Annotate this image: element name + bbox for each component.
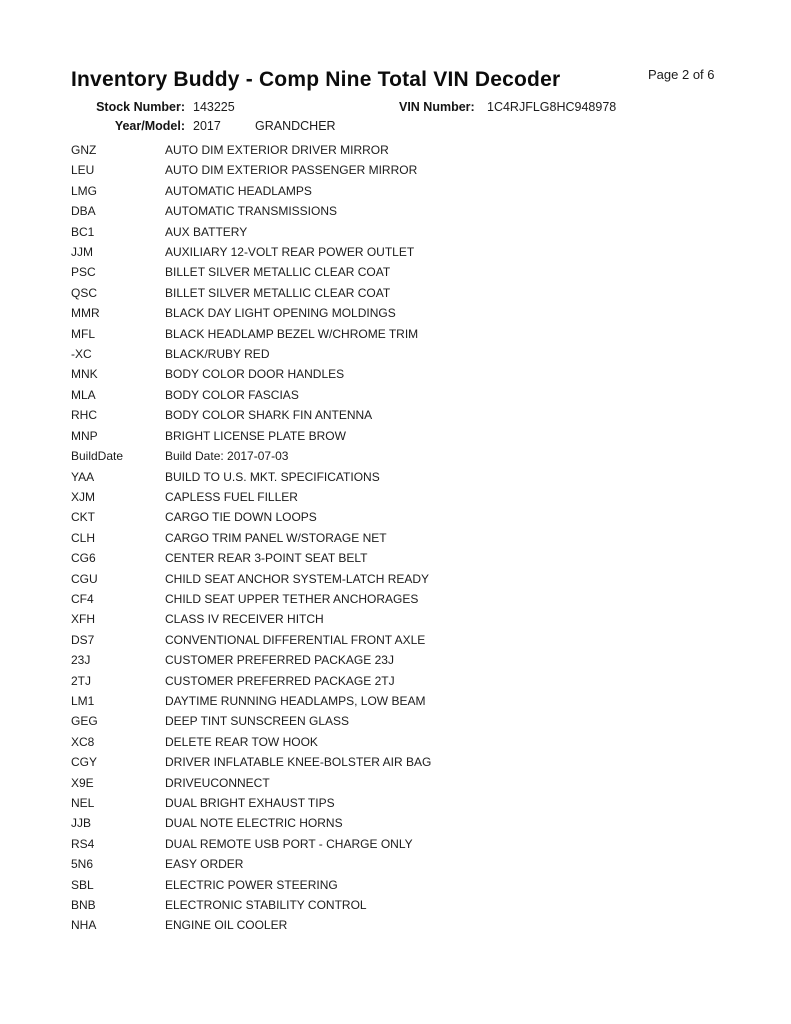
- option-description: EASY ORDER: [165, 857, 244, 872]
- option-row: [71, 548, 731, 568]
- option-description: AUTOMATIC HEADLAMPS: [165, 183, 312, 198]
- option-code: LMG: [71, 183, 98, 198]
- year-value: 2017: [193, 119, 221, 133]
- option-row: [71, 426, 731, 446]
- option-row: [71, 793, 731, 813]
- year-model-label: Year/Model:: [114, 119, 185, 133]
- option-description: DRIVEUCONNECT: [165, 775, 270, 790]
- option-code: LM1: [71, 693, 95, 708]
- option-code: -XC: [71, 347, 92, 362]
- option-description: CENTER REAR 3-POINT SEAT BELT: [165, 551, 368, 566]
- stock-number-value: 143225: [193, 100, 235, 114]
- option-description: BLACK DAY LIGHT OPENING MOLDINGS: [165, 306, 396, 321]
- vin-number-label: VIN Number:: [399, 100, 475, 114]
- option-description: CONVENTIONAL DIFFERENTIAL FRONT AXLE: [165, 632, 426, 647]
- option-row: [71, 446, 731, 466]
- option-code: RHC: [71, 408, 97, 423]
- options-list: [71, 140, 731, 936]
- option-description: BILLET SILVER METALLIC CLEAR COAT: [165, 265, 391, 280]
- option-description: DEEP TINT SUNSCREEN GLASS: [165, 714, 350, 729]
- option-code: MNK: [71, 367, 98, 382]
- option-code: GNZ: [71, 143, 97, 157]
- option-code: MMR: [71, 306, 100, 321]
- option-row: [71, 160, 731, 180]
- option-code: BuildDate: [71, 449, 124, 464]
- option-code: MLA: [71, 387, 96, 402]
- option-row: [71, 854, 731, 874]
- option-row: [71, 732, 731, 752]
- option-row: [71, 895, 731, 915]
- option-row: [71, 303, 731, 323]
- option-description: BLACK HEADLAMP BEZEL W/CHROME TRIM: [165, 326, 419, 341]
- option-row: [71, 875, 731, 895]
- option-row: [71, 140, 731, 160]
- option-row: [71, 467, 731, 487]
- option-code: XJM: [71, 489, 95, 504]
- option-row: [71, 201, 731, 221]
- option-description: AUX BATTERY: [165, 224, 248, 239]
- option-description: BODY COLOR SHARK FIN ANTENNA: [165, 408, 373, 423]
- option-code: 5N6: [71, 857, 94, 872]
- option-row: [71, 262, 731, 282]
- option-description: BILLET SILVER METALLIC CLEAR COAT: [165, 285, 391, 300]
- option-row: [71, 589, 731, 609]
- option-row: [71, 405, 731, 425]
- option-row: [71, 528, 731, 548]
- option-code: MNP: [71, 428, 98, 443]
- option-code: CGY: [71, 755, 98, 770]
- vin-number-value: 1C4RJFLG8HC948978: [487, 100, 617, 114]
- page-indicator: Page 2 of 6: [648, 67, 715, 82]
- option-description: BUILD TO U.S. MKT. SPECIFICATIONS: [165, 469, 380, 484]
- document-title: Inventory Buddy - Comp Nine Total VIN Decoder: [71, 68, 561, 91]
- option-code: SBL: [71, 877, 94, 892]
- option-row: [71, 487, 731, 507]
- option-code: 2TJ: [71, 673, 92, 688]
- option-code: RS4: [71, 836, 95, 851]
- option-code: DBA: [71, 204, 96, 219]
- option-row: [71, 630, 731, 650]
- option-description: DUAL REMOTE USB PORT - CHARGE ONLY: [165, 836, 413, 851]
- option-row: [71, 222, 731, 242]
- option-row: [71, 242, 731, 262]
- option-code: NEL: [71, 796, 95, 810]
- option-description: CAPLESS FUEL FILLER: [165, 489, 298, 504]
- option-code: XFH: [71, 612, 95, 627]
- option-code: LEU: [71, 163, 95, 178]
- option-description: BODY COLOR FASCIAS: [165, 387, 299, 402]
- option-code: CG6: [71, 551, 96, 566]
- option-row: [71, 364, 731, 384]
- option-description: BLACK/RUBY RED: [165, 347, 270, 362]
- option-description: AUTO DIM EXTERIOR PASSENGER MIRROR: [165, 163, 418, 178]
- option-row: [71, 813, 731, 833]
- option-row: [71, 283, 731, 303]
- option-description: AUXILIARY 12-VOLT REAR POWER OUTLET: [165, 245, 415, 260]
- option-description: CUSTOMER PREFERRED PACKAGE 23J: [165, 653, 394, 668]
- option-code: BC1: [71, 224, 95, 239]
- option-description: CARGO TIE DOWN LOOPS: [165, 510, 317, 525]
- option-row: [71, 385, 731, 405]
- option-description: CHILD SEAT ANCHOR SYSTEM-LATCH READY: [165, 571, 430, 586]
- option-row: [71, 834, 731, 854]
- option-description: DRIVER INFLATABLE KNEE-BOLSTER AIR BAG: [165, 755, 432, 770]
- option-description: ELECTRIC POWER STEERING: [165, 877, 338, 892]
- option-description: DUAL NOTE ELECTRIC HORNS: [165, 816, 343, 831]
- option-description: DAYTIME RUNNING HEADLAMPS, LOW BEAM: [165, 693, 426, 708]
- option-row: [71, 181, 731, 201]
- option-description: CLASS IV RECEIVER HITCH: [165, 612, 324, 627]
- stock-number-label: Stock Number:: [96, 100, 185, 114]
- option-code: GEG: [71, 714, 98, 729]
- option-code: CKT: [71, 510, 95, 525]
- option-row: [71, 671, 731, 691]
- option-row: [71, 344, 731, 364]
- option-description: CUSTOMER PREFERRED PACKAGE 2TJ: [165, 673, 395, 688]
- option-description: ENGINE OIL COOLER: [165, 918, 288, 933]
- option-code: JJB: [71, 816, 92, 831]
- option-code: JJM: [71, 245, 93, 260]
- model-value: GRANDCHER: [255, 119, 336, 133]
- option-description: DELETE REAR TOW HOOK: [165, 734, 318, 749]
- option-row: [71, 324, 731, 344]
- option-code: 23J: [71, 653, 91, 668]
- option-code: YAA: [71, 469, 95, 484]
- option-code: MFL: [71, 326, 95, 341]
- option-row: [71, 691, 731, 711]
- option-code: CF4: [71, 591, 94, 606]
- option-code: CGU: [71, 571, 98, 586]
- option-code: QSC: [71, 285, 98, 300]
- option-description: CARGO TRIM PANEL W/STORAGE NET: [165, 530, 387, 545]
- option-description: AUTOMATIC TRANSMISSIONS: [165, 204, 338, 219]
- option-row: [71, 711, 731, 731]
- option-code: PSC: [71, 265, 96, 280]
- option-description: ELECTRONIC STABILITY CONTROL: [165, 898, 367, 913]
- option-row: [71, 569, 731, 589]
- option-description: AUTO DIM EXTERIOR DRIVER MIRROR: [165, 143, 389, 157]
- option-row: [71, 752, 731, 772]
- option-row: [71, 650, 731, 670]
- option-code: CLH: [71, 530, 96, 545]
- option-code: NHA: [71, 918, 97, 933]
- option-row: [71, 507, 731, 527]
- option-description: BODY COLOR DOOR HANDLES: [165, 367, 345, 382]
- option-code: XC8: [71, 734, 95, 749]
- option-description: Build Date: 2017-07-03: [165, 449, 289, 464]
- option-code: X9E: [71, 775, 94, 790]
- option-code: DS7: [71, 632, 95, 647]
- option-code: BNB: [71, 898, 96, 913]
- option-row: [71, 915, 731, 935]
- option-row: [71, 773, 731, 793]
- option-description: BRIGHT LICENSE PLATE BROW: [165, 428, 346, 443]
- option-description: DUAL BRIGHT EXHAUST TIPS: [165, 796, 335, 810]
- option-description: CHILD SEAT UPPER TETHER ANCHORAGES: [165, 591, 419, 606]
- option-row: [71, 609, 731, 629]
